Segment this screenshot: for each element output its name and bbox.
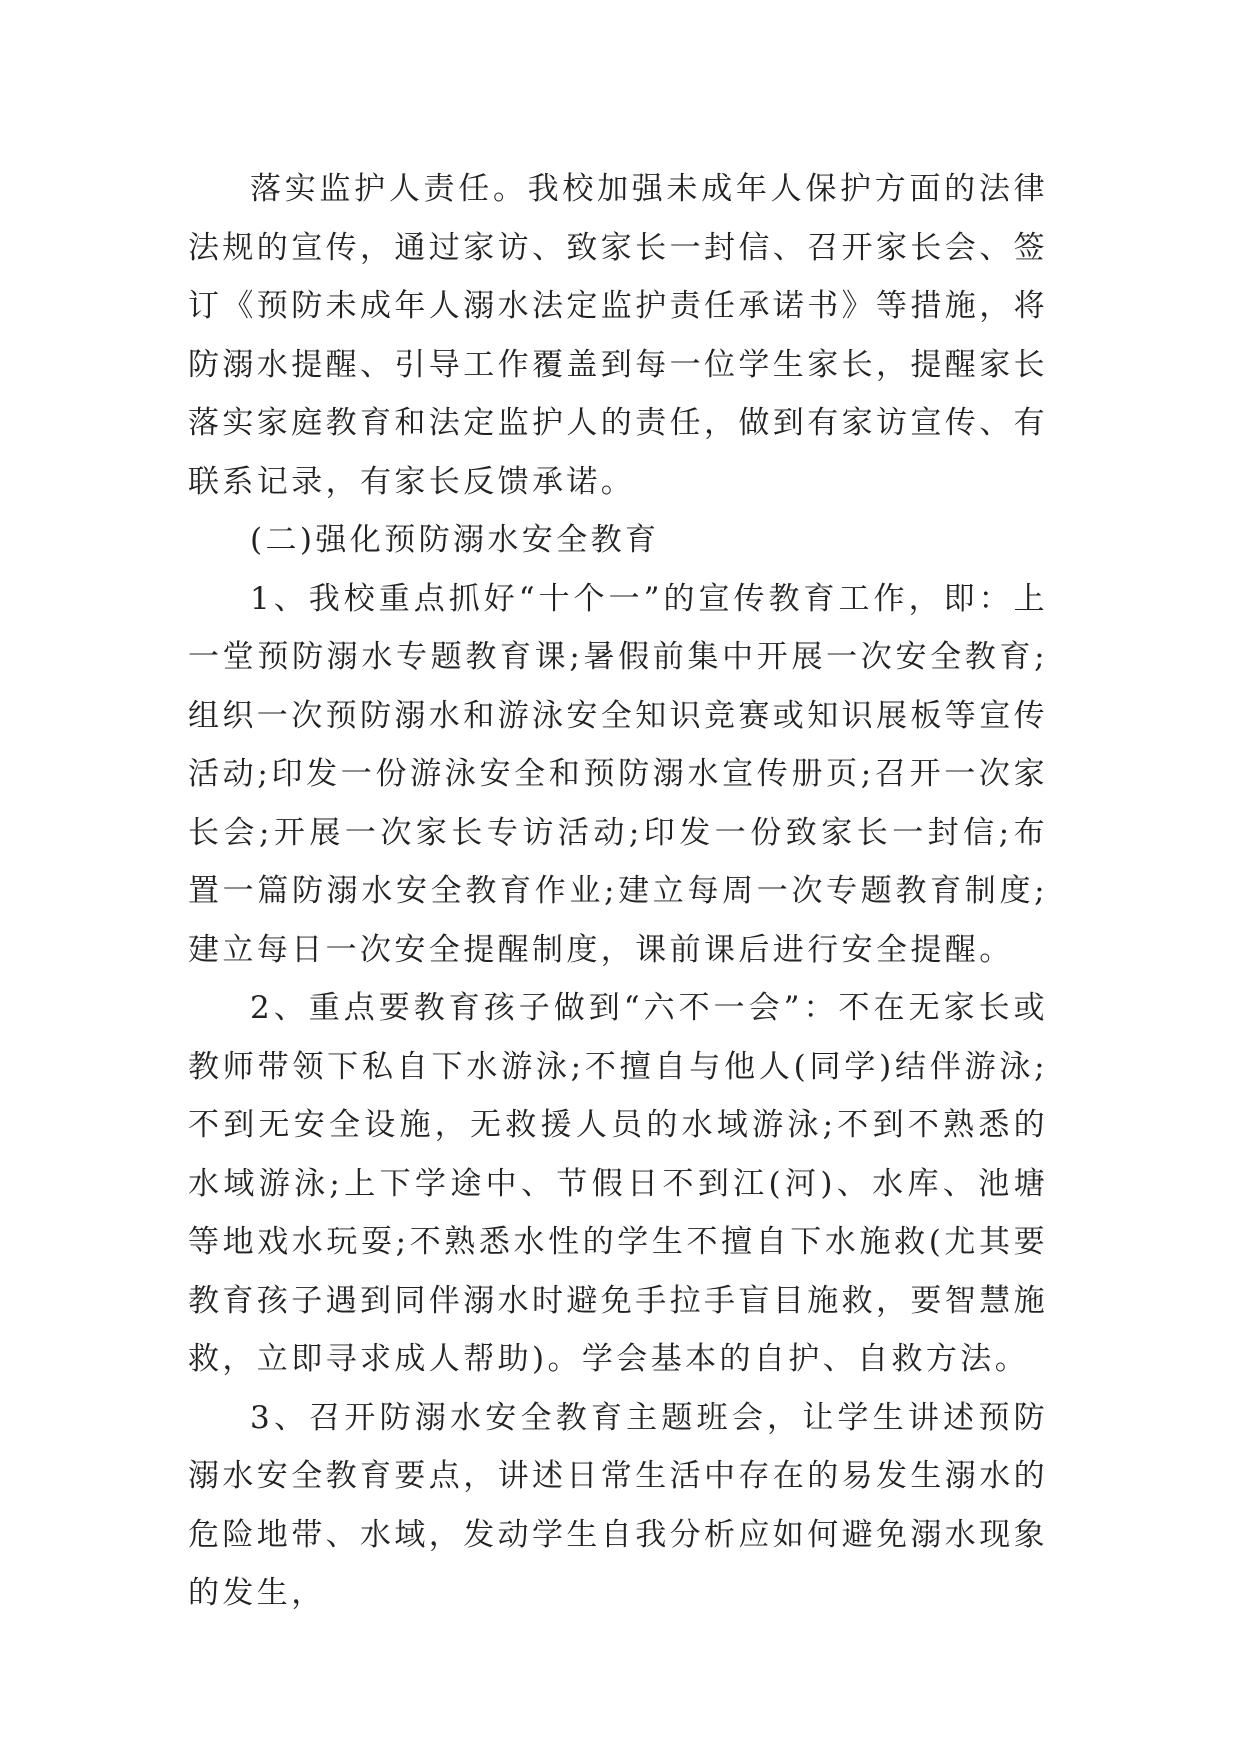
paragraph-ten-ones: 1、我校重点抓好“十个一”的宣传教育工作，即：上一堂预防溺水专题教育课;暑假前集中开展一次安全教育;组织一次预防溺水和游泳安全知识竞赛或知识展板等宣传活动;印发一份游泳安全和预防溺水宣传册页;召开一次家长会;开展一次家长专访活动;印发一份致家长一封信;布置一篇防溺水安全教育作业;建立每周一次专题教育制度;建立每日一次安全提醒制度，课前课后进行安全提醒。 (188, 580, 1048, 968)
document-body (188, 160, 1048, 1623)
paragraph-guardian-responsibility: 落实监护人责任。我校加强未成年人保护方面的法律法规的宣传，通过家访、致家长一封信、召开家长会、签订《预防未成年人溺水法定监护责任承诺书》等措施，将防溺水提醒、引导工作覆盖到每一位学生家长，提醒家长落实家庭教育和法定监护人的责任，做到有家访宣传、有联系记录，有家长反馈承诺。 (188, 171, 1048, 500)
paragraph-six-nots-one-can: 2、重点要教育孩子做到“六不一会”：不在无家长或教师带领下私自下水游泳;不擅自与他人(同学)结伴游泳;不到无安全设施，无救援人员的水域游泳;不到不熟悉的水域游泳;上下学途中、节假日不到江(河)、水库、池塘等地戏水玩耍;不熟悉水性的学生不擅自下水施救(尤其要教育孩子遇到同伴溺水时避免手拉手盲目施救，要智慧施救，立即寻求成人帮助)。学会基本的自护、自救方法。 (188, 990, 1048, 1377)
paragraph-class-meeting: 3、召开防溺水安全教育主题班会，让学生讲述预防溺水安全教育要点，讲述日常生活中存在的易发生溺水的危险地带、水域，发动学生自我分析应如何避免溺水现象的发生， (188, 1399, 1048, 1611)
section-heading-drowning-education: (二)强化预防溺水安全教育 (250, 522, 660, 558)
